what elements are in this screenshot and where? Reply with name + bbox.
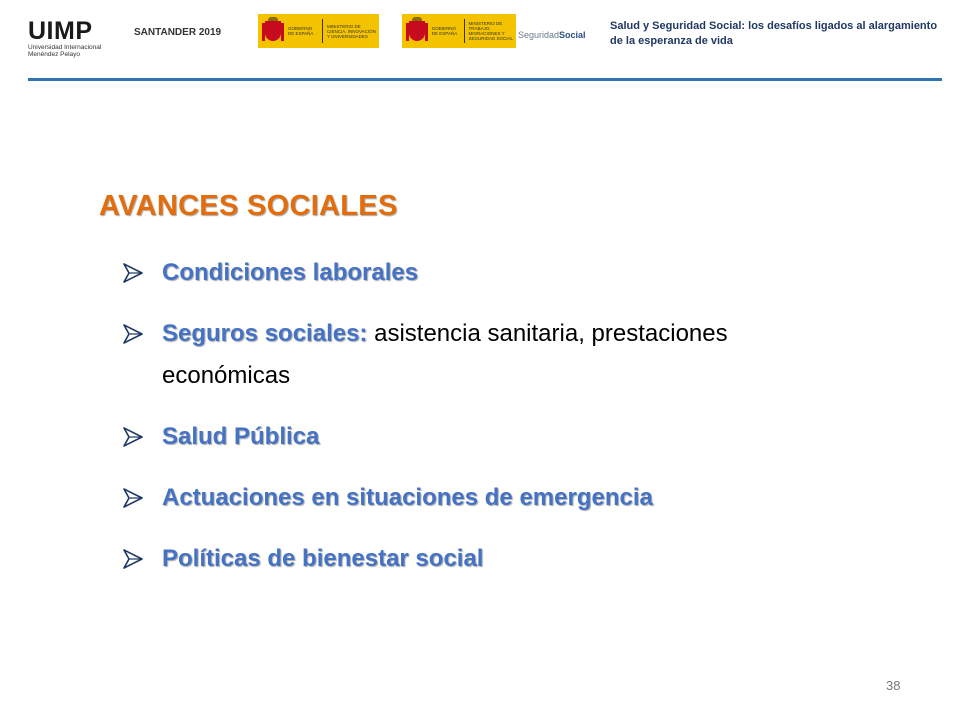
gobierno-label: GOBIERNO DE ESPAÑA xyxy=(431,26,458,36)
list-item xyxy=(122,252,862,294)
bullet-list xyxy=(122,252,862,599)
gobierno-trabajo-logo xyxy=(402,14,516,48)
coat-of-arms-icon xyxy=(262,17,284,45)
gobierno-label: GOBIERNO DE ESPAÑA xyxy=(288,26,314,36)
course-title: Salud y Seguridad Social: los desafíos ligados al alargamiento de la esperanza de vida xyxy=(610,20,938,47)
slide-header xyxy=(0,0,960,82)
header-divider xyxy=(28,78,942,81)
event-label: SANTANDER 2019 xyxy=(134,27,222,38)
arrow-bullet-icon xyxy=(122,488,144,508)
arrow-bullet-icon xyxy=(122,324,144,344)
arrow-bullet-icon xyxy=(122,427,144,447)
list-item xyxy=(122,477,862,519)
coat-of-arms-icon xyxy=(406,17,428,45)
uimp-logo xyxy=(28,18,108,58)
seguridad-social-suffix: Social xyxy=(559,30,586,40)
gobierno-ciencia-logo xyxy=(258,14,379,48)
page-number: 38 xyxy=(886,678,901,693)
ministerio-label: MINISTERIO DE CIENCIA, INNOVACIÓN Y UNIVERSIDADES xyxy=(327,23,376,39)
uimp-logo-text: UIMP xyxy=(28,17,93,45)
bullet-text: asistencia sanitaria, prestaciones económicas xyxy=(162,320,728,389)
uimp-logo-subtitle: Universidad Internacional Menéndez Pelayo xyxy=(28,44,102,58)
list-item xyxy=(122,416,862,458)
arrow-bullet-icon xyxy=(122,263,144,283)
list-item xyxy=(122,538,862,580)
bullet-heading: Seguros sociales: xyxy=(162,320,368,347)
ministerio-label: MINISTERIO DE TRABAJO, MIGRACIONES Y SEGURIDAD SOCIAL xyxy=(468,21,513,41)
list-item xyxy=(122,313,862,397)
bullet-heading: Condiciones laborales xyxy=(162,259,419,286)
seguridad-social-prefix: Seguridad xyxy=(518,30,560,40)
bullet-heading: Actuaciones en situaciones de emergencia xyxy=(162,484,653,511)
seguridad-social-logo xyxy=(518,30,586,40)
bullet-heading: Salud Pública xyxy=(162,423,320,450)
slide-title: AVANCES SOCIALES xyxy=(99,190,398,222)
arrow-bullet-icon xyxy=(122,549,144,569)
bullet-heading: Políticas de bienestar social xyxy=(162,545,484,572)
